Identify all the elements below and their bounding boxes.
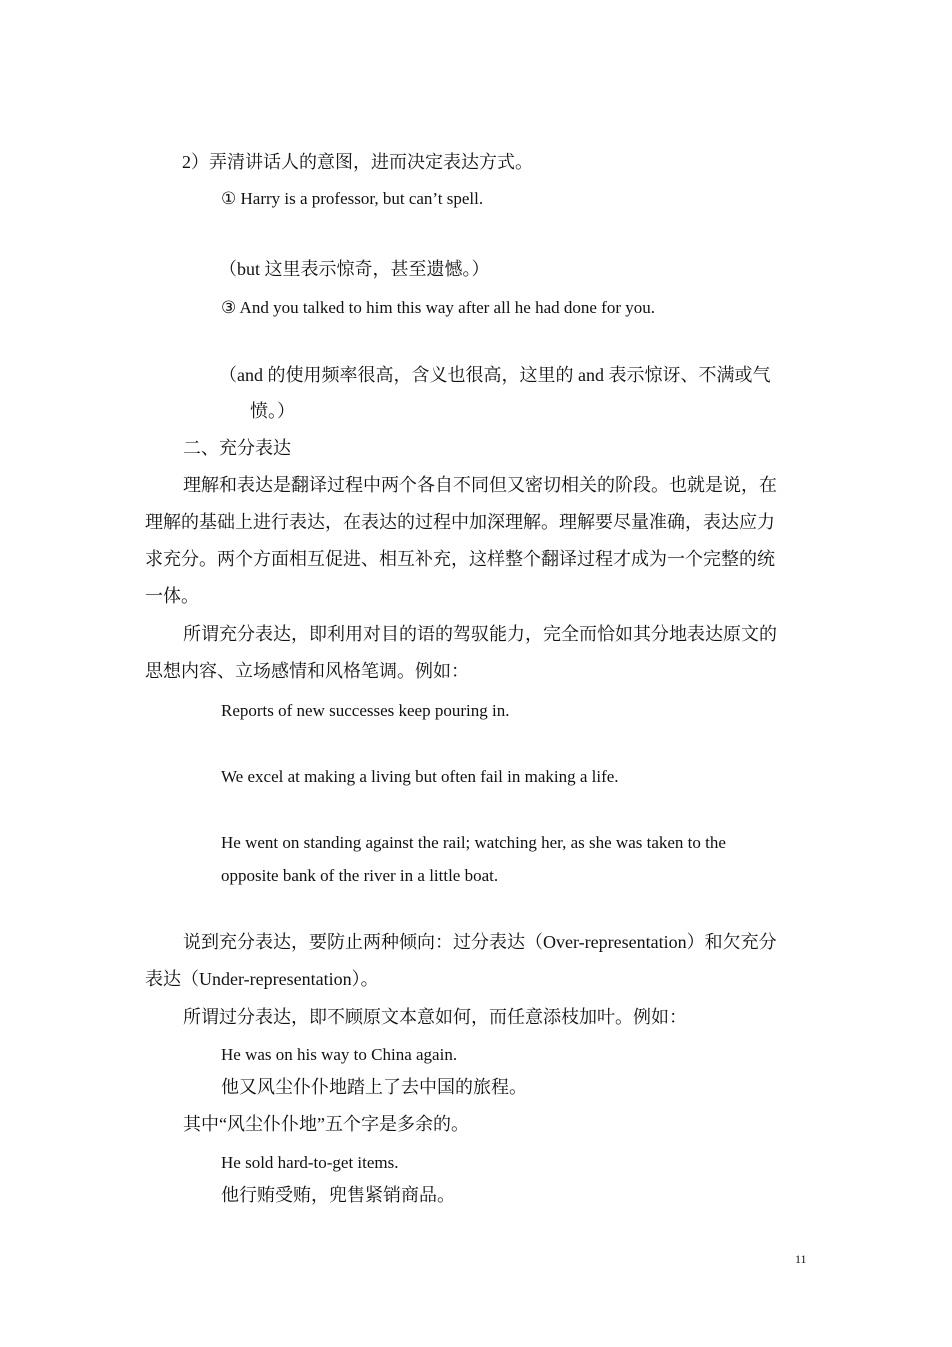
example-1-note: （but 这里表示惊奇，甚至遗憾。） [219,259,490,279]
paragraph-2-line-1: 所谓充分表达，即利用对目的语的驾驭能力，完全而恰如其分地表达原文的 [183,624,777,644]
example-3-note-line-1: （and 的使用频率很高，含义也很高，这里的 and 表示惊讶、不满或气 [219,365,771,385]
paragraph-1-line-1: 理解和表达是翻译过程中两个各自不同但又密切相关的阶段。也就是说，在 [183,475,777,495]
paragraph-1-line-2: 理解的基础上进行表达，在表达的过程中加深理解。理解要尽量准确，表达应力 [145,512,775,532]
paragraph-1-line-3: 求充分。两个方面相互促进、相互补充，这样整个翻译过程才成为一个完整的统 [145,549,775,569]
case-1-chinese: 他又风尘仆仆地踏上了去中国的旅程。 [221,1077,527,1097]
example-sentence-1: Reports of new successes keep pouring in. [221,701,510,720]
case-2-english: He sold hard-to-get items. [221,1153,399,1172]
example-sentence-3-line-2: opposite bank of the river in a little boat. [221,866,499,885]
page-number: 11 [795,1252,807,1266]
paragraph-3-line-1: 说到充分表达，要防止两种倾向：过分表达（Over-representation）和欠充分 [183,932,777,952]
section-heading: 二、充分表达 [183,438,291,458]
example-3: ③ And you talked to him this way after all he had done for you. [221,298,656,317]
example-sentence-3-line-1: He went on standing against the rail; watching her, as she was taken to the [221,833,726,852]
example-1: ① Harry is a professor, but can’t spell. [221,189,484,208]
item2-heading: 2）弄清讲话人的意图，进而决定表达方式。 [182,152,533,172]
case-2-chinese: 他行贿受贿，兜售紧销商品。 [221,1185,455,1205]
paragraph-4: 所谓过分表达，即不顾原文本意如何，而任意添枝加叶。例如： [183,1007,687,1027]
case-1-comment: 其中“风尘仆仆地”五个字是多余的。 [183,1114,469,1134]
paragraph-1-line-4: 一体。 [145,586,199,606]
example-3-note-line-2: 愤。） [250,401,295,421]
example-sentence-2: We excel at making a living but often fail in making a life. [221,767,619,786]
paragraph-3-line-2: 表达（Under-representation）。 [145,969,379,989]
paragraph-2-line-2: 思想内容、立场感情和风格笔调。例如： [145,661,469,681]
case-1-english: He was on his way to China again. [221,1045,458,1064]
